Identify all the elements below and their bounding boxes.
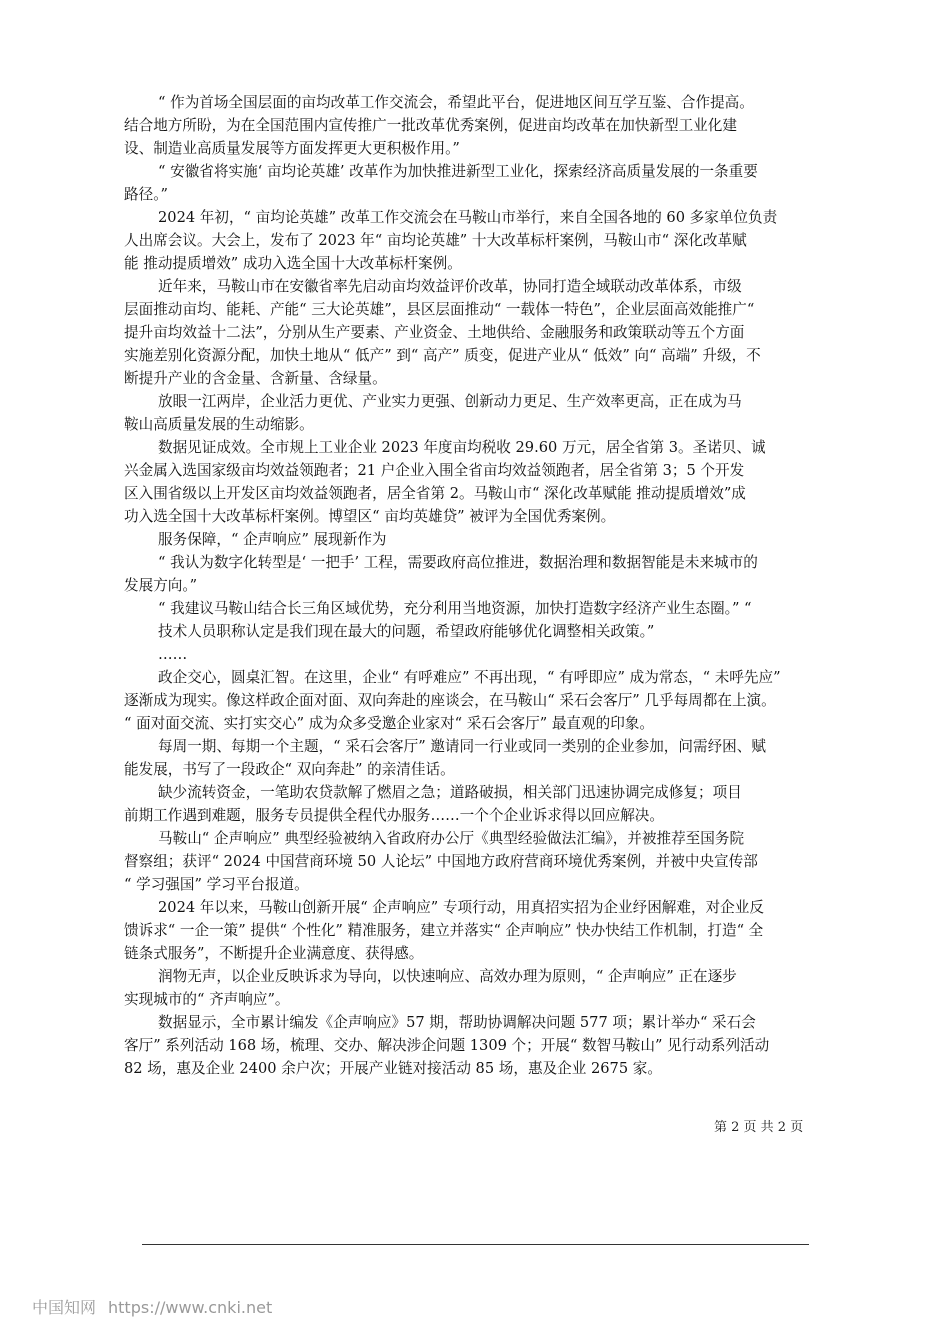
ellipsis-line: …… xyxy=(158,646,188,663)
text-line: “ 我建议马鞍山结合长三角区域优势，充分利用当地资源，加快打造数字经济产业生态圈。” “ xyxy=(158,600,752,617)
text-line: 区入围省级以上开发区亩均效益领跑者，居全省第 2。马鞍山市“ 深化改革赋能 推动提质增效”成 xyxy=(124,485,746,502)
text-line: 断提升产业的含金量、含新量、含绿量。 xyxy=(124,370,387,387)
article-body xyxy=(124,91,824,1080)
text-line: 功入选全国十大改革标杆案例。博望区“ 亩均英雄贷” 被评为全国优秀案例。 xyxy=(124,508,616,525)
text-line: 层面推动亩均、能耗、产能“ 三大论英雄”，县区层面推动“ 一载体一特色”，企业层面高效能推广“ xyxy=(124,301,755,318)
text-line: 政企交心，圆桌汇智。在这里，企业“ 有呼难应” 不再出现，“ 有呼即应” 成为常态，“ 未呼先应” xyxy=(158,669,781,686)
text-line: 逐渐成为现实。像这样政企面对面、双向奔赴的座谈会，在马鞍山“ 采石会客厅” 几乎每周都在上演。 xyxy=(124,692,776,709)
text-line: 设、制造业高质量发展等方面发挥更大更积极作用。” xyxy=(124,140,460,157)
text-line: 数据见证成效。全市规上工业企业 2023 年度亩均税收 29.60 万元，居全省第 3。圣诺贝、诚 xyxy=(158,439,766,456)
text-line: 前期工作遇到难题，服务专员提供全程代办服务……一个个企业诉求得以回应解决。 xyxy=(124,807,664,824)
text-line: 近年来，马鞍山市在安徽省率先启动亩均效益评价改革，协同打造全域联动改革体系，市级 xyxy=(158,278,742,295)
text-line: 馈诉求“ 一企一策” 提供“ 个性化” 精准服务，建立并落实“ 企声响应” 快办快结工作机制，打造“ 全 xyxy=(124,922,764,939)
watermark-brand: 中国知网 xyxy=(32,1298,97,1317)
text-line: 路径。” xyxy=(124,186,168,203)
text-line: 缺少流转资金，一笔助农贷款解了燃眉之急；道路破损，相关部门迅速协调完成修复；项目 xyxy=(158,784,742,801)
text-line: “ 作为首场全国层面的亩均改革工作交流会，希望此平台，促进地区间互学互鉴、合作提高。 xyxy=(158,94,754,111)
text-line: 发展方向。” xyxy=(124,577,198,594)
text-line: “ 学习强国” 学习平台报道。 xyxy=(124,876,309,893)
text-line: 2024 年以来，马鞍山创新开展“ 企声响应” 专项行动，用真招实招为企业纾困解难，对企业反 xyxy=(158,899,764,916)
text-line: 马鞍山“ 企声响应” 典型经验被纳入省政府办公厅《典型经验做法汇编》，并被推荐至国务院 xyxy=(158,830,745,847)
text-line: 链条式服务”，不断提升企业满意度、获得感。 xyxy=(124,945,424,962)
cnki-watermark xyxy=(32,1295,272,1318)
text-line: 兴金属入选国家级亩均效益领跑者；21 户企业入围全省亩均效益领跑者，居全省第 3；5 个开发 xyxy=(124,462,745,479)
section-heading: 服务保障，“ 企声响应” 展现新作为 xyxy=(158,531,387,548)
text-line: 实现城市的“ 齐声响应”。 xyxy=(124,991,290,1008)
text-line: “ 我认为数字化转型是‘ 一把手’ 工程，需要政府高位推进，数据治理和数据智能是未来城市的 xyxy=(158,554,758,571)
text-line: “ 面对面交流、实打实交心” 成为众多受邀企业家对“ 采石会客厅” 最直观的印象。 xyxy=(124,715,654,732)
text-line: 结合地方所盼，为在全国范围内宣传推广一批改革优秀案例，促进亩均改革在加快新型工业化建 xyxy=(124,117,737,134)
footer-divider xyxy=(142,1244,809,1245)
text-line: 能 推动提质增效” 成功入选全国十大改革标杆案例。 xyxy=(124,255,462,272)
text-line: 督察组；获评“ 2024 中国营商环境 50 人论坛” 中国地方政府营商环境优秀案例，并被中央宣传部 xyxy=(124,853,758,870)
text-line: 2024 年初，“ 亩均论英雄” 改革工作交流会在马鞍山市举行，来自全国各地的 60 多家单位负责 xyxy=(158,209,778,226)
text-line: 放眼一江两岸，企业活力更优、产业实力更强、创新动力更足、生产效率更高，正在成为马 xyxy=(158,393,742,410)
text-line: 人出席会议。大会上，发布了 2023 年“ 亩均论英雄” 十大改革标杆案例，马鞍山市“ 深化改革赋 xyxy=(124,232,747,249)
page-number: 第 2 页 共 2 页 xyxy=(714,1120,804,1135)
text-line: 润物无声，以企业反映诉求为导向，以快速响应、高效办理为原则，“ 企声响应” 正在逐步 xyxy=(158,968,737,985)
text-line: 技术人员职称认定是我们现在最大的问题，希望政府能够优化调整相关政策。” xyxy=(158,623,655,640)
text-line: “ 安徽省将实施‘ 亩均论英雄’ 改革作为加快推进新型工业化，探索经济高质量发展的一条重要 xyxy=(158,163,758,180)
text-line: 数据显示，全市累计编发《企声响应》57 期，帮助协调解决问题 577 项；累计举办“ 采石会 xyxy=(158,1014,756,1031)
text-line: 每周一期、每期一个主题，“ 采石会客厅” 邀请同一行业或同一类别的企业参加，问需纾困、赋 xyxy=(158,738,766,755)
text-line: 提升亩均效益十二法”，分别从生产要素、产业资金、土地供给、金融服务和政策联动等五个方面 xyxy=(124,324,745,341)
text-line: 实施差别化资源分配，加快土地从“ 低产” 到“ 高产” 质变，促进产业从“ 低效” 向“ 高端” 升级，不 xyxy=(124,347,761,364)
watermark-url: https://www.cnki.net xyxy=(108,1298,273,1317)
text-line: 客厅” 系列活动 168 场，梳理、交办、解决涉企问题 1309 个；开展“ 数智马鞍山” 见行动系列活动 xyxy=(124,1037,770,1054)
text-line: 能发展，书写了一段政企“ 双向奔赴” 的亲清佳话。 xyxy=(124,761,455,778)
text-line: 鞍山高质量发展的生动缩影。 xyxy=(124,416,314,433)
text-line: 82 场，惠及企业 2400 余户次；开展产业链对接活动 85 场，惠及企业 2675 家。 xyxy=(124,1060,662,1077)
